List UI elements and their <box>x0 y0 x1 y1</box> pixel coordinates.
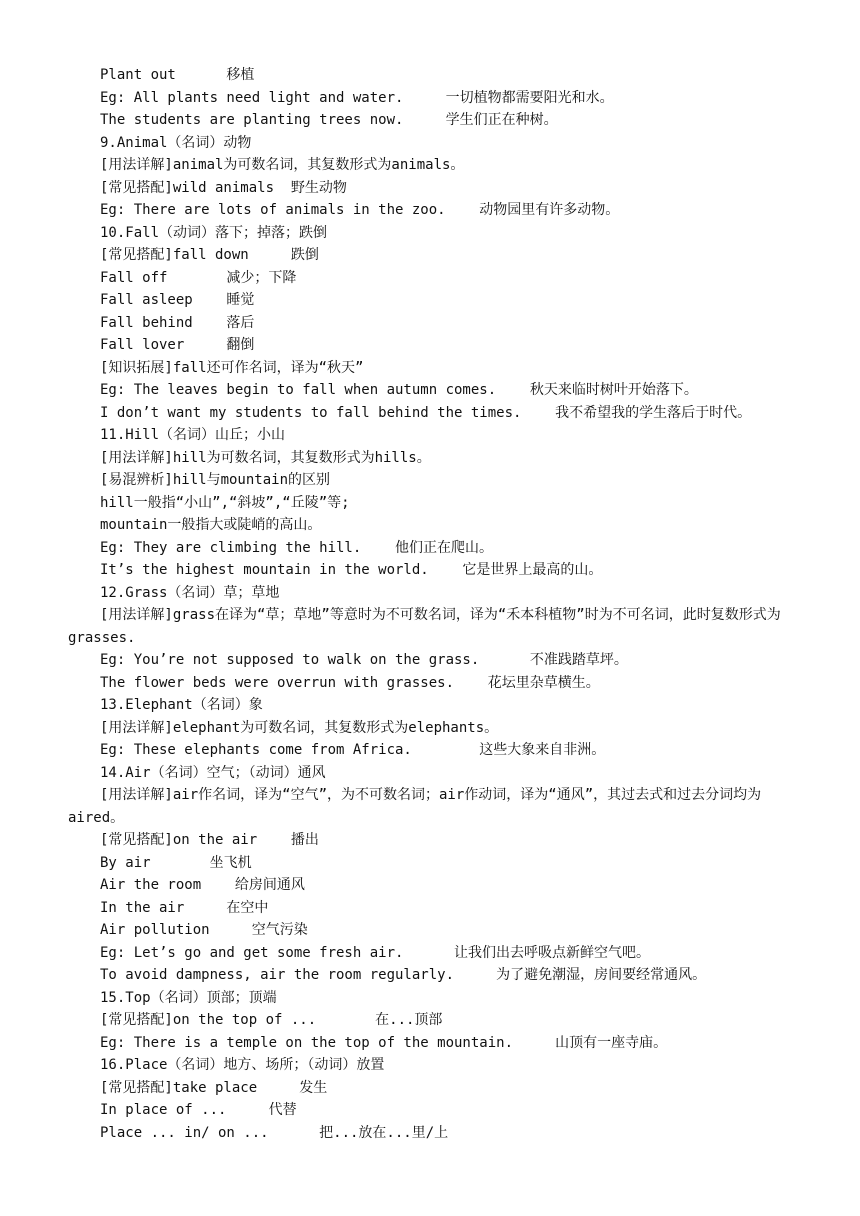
text-line: Eg: They are climbing the hill. 他们正在爬山。 <box>100 539 494 556</box>
text-line: [常见搭配]wild animals 野生动物 <box>100 179 347 196</box>
text-line: Fall lover 翻倒 <box>100 337 255 353</box>
text-line: Eg: There is a temple on the top of the mountain. 山顶有一座寺庙。 <box>100 1034 668 1051</box>
text-line: I don’t want my students to fall behind the times. 我不希望我的学生落后于时代。 <box>100 404 752 421</box>
text-line: Fall behind 落后 <box>100 314 255 331</box>
entry-heading: 11.Hill（名词）山丘；小山 <box>100 427 286 443</box>
text-line: [用法详解]animal为可数名词，其复数形式为animals。 <box>100 157 465 173</box>
text-line: In the air 在空中 <box>100 899 269 916</box>
document-body <box>0 64 860 1144</box>
text-line: Fall asleep 睡觉 <box>100 292 255 308</box>
text-line: Eg: You’re not supposed to walk on the grass. 不准践踏草坪。 <box>100 652 628 668</box>
text-line: Fall off 减少；下降 <box>100 269 297 286</box>
text-line: Eg: These elephants come from Africa. 这些大象来自非洲。 <box>100 742 606 758</box>
text-line: It’s the highest mountain in the world. 它是世界上最高的山。 <box>100 562 603 578</box>
text-line: [知识拓展]fall还可作名词，译为“秋天” <box>100 359 364 376</box>
entry-heading: 13.Elephant（名词）象 <box>100 697 263 713</box>
text-line: [用法详解]elephant为可数名词，其复数形式为elephants。 <box>100 719 499 736</box>
text-paragraph: [用法详解]air作名词，译为“空气”，为不可数名词；air作动词，译为“通风”，其过去式和过去分词均为aired。 <box>68 787 762 826</box>
text-line: Place ... in/ on ... 把...放在...里/上 <box>100 1124 449 1141</box>
text-line: [常见搭配]on the air 播出 <box>100 832 319 848</box>
text-line: Air pollution 空气污染 <box>100 922 308 938</box>
entry-heading: 10.Fall（动词）落下；掉落；跌倒 <box>100 224 328 241</box>
text-line: [用法详解]hill为可数名词，其复数形式为hills。 <box>100 449 431 466</box>
text-line: [常见搭配]on the top of ... 在...顶部 <box>100 1012 443 1028</box>
text-line: To avoid dampness, air the room regularly. 为了避免潮湿，房间要经常通风。 <box>100 967 707 983</box>
text-line: Eg: Let’s go and get some fresh air. 让我们出去呼吸点新鲜空气吧。 <box>100 944 651 961</box>
text-line: Eg: There are lots of animals in the zoo. 动物园里有许多动物。 <box>100 202 620 218</box>
text-line: hill一般指“小山”,“斜坡”,“丘陵”等; <box>100 494 350 511</box>
text-line: Eg: All plants need light and water. 一切植物都需要阳光和水。 <box>100 89 614 106</box>
text-line: The flower beds were overrun with grasses. 花坛里杂草横生。 <box>100 674 600 691</box>
entry-heading: 15.Top（名词）顶部；顶端 <box>100 989 277 1006</box>
text-line: [常见搭配]take place 发生 <box>100 1079 328 1096</box>
entry-heading: 14.Air（名词）空气；（动词）通风 <box>100 764 326 781</box>
text-line: [常见搭配]fall down 跌倒 <box>100 247 319 263</box>
text-line: Air the room 给房间通风 <box>100 877 305 893</box>
text-line: Plant out 移植 <box>100 67 255 83</box>
entry-heading: 16.Place（名词）地方、场所；（动词）放置 <box>100 1057 385 1073</box>
text-line: By air 坐飞机 <box>100 854 252 871</box>
entry-heading: 9.Animal（名词）动物 <box>100 134 252 151</box>
text-line: mountain一般指大或陡峭的高山。 <box>100 517 322 533</box>
text-line: In place of ... 代替 <box>100 1102 297 1118</box>
text-line: [易混辨析]hill与mountain的区别 <box>100 472 331 488</box>
text-paragraph: [用法详解]grass在译为“草；草地”等意时为不可数名词，译为“禾本科植物”时为不可名词，此时复数形式为grasses. <box>68 607 781 646</box>
text-line: Eg: The leaves begin to fall when autumn comes. 秋天来临时树叶开始落下。 <box>100 382 698 398</box>
entry-heading: 12.Grass（名词）草；草地 <box>100 584 280 601</box>
text-line: The students are planting trees now. 学生们正在种树。 <box>100 112 558 128</box>
